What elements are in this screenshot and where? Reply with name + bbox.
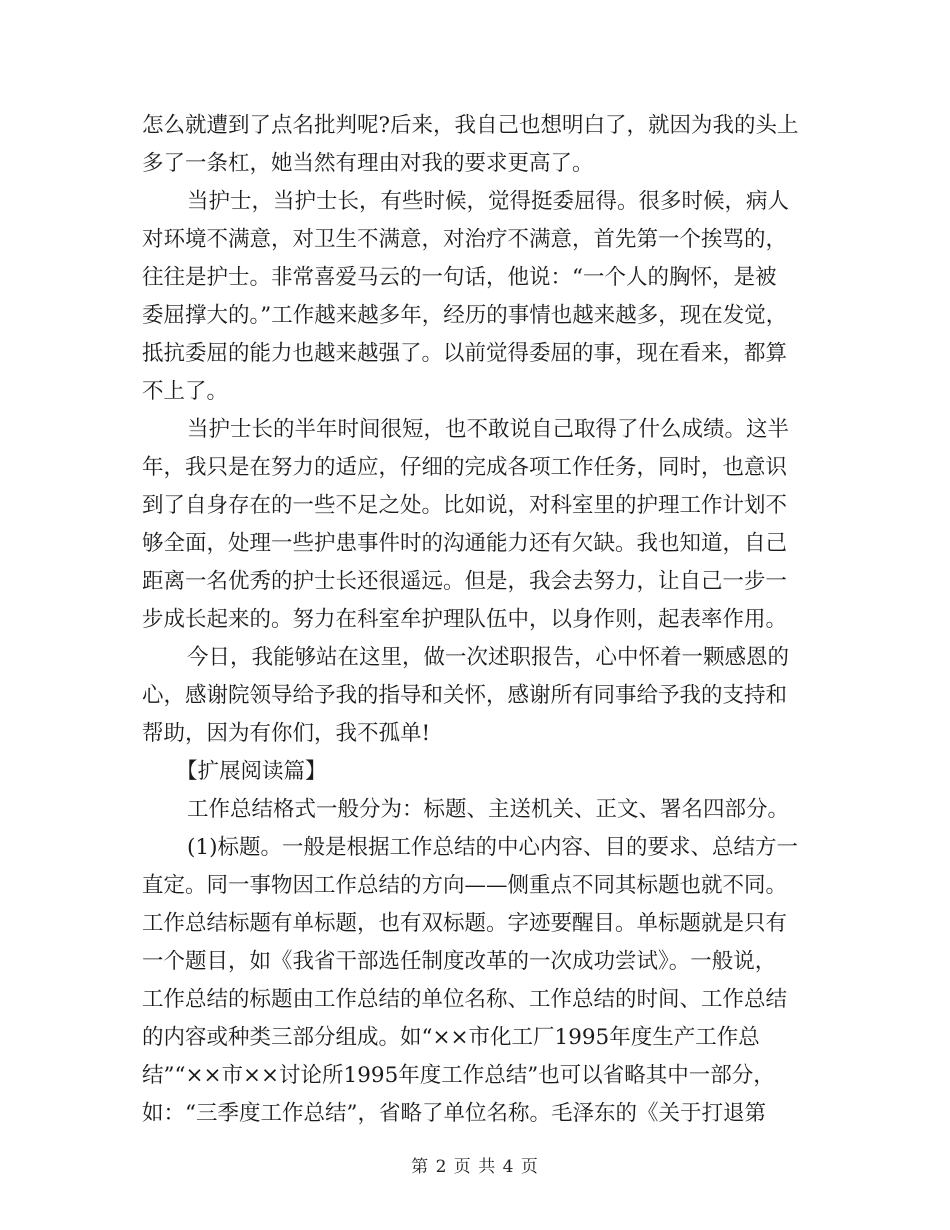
section-heading: 【扩展阅读篇】 <box>176 759 327 784</box>
text-line: 抵抗委屈的能力也越来越强了。以前觉得委屈的事，现在看来，都算 <box>142 341 788 366</box>
text-line: 年，我只是在努力的适应，仔细的完成各项工作任务，同时，也意识 <box>142 455 788 480</box>
text-line: 多了一条杠，她当然有理由对我的要求更高了。 <box>142 151 594 176</box>
text-line: 到了自身存在的一些不足之处。比如说，对科室里的护理工作计划不 <box>142 493 788 518</box>
text-line: (1)标题。一般是根据工作总结的中心内容、目的要求、总结方一 <box>187 835 798 860</box>
text-line: 委屈撑大的。”工作越来越多年，经历的事情也越来越多，现在发觉， <box>142 303 788 328</box>
text-line: 够全面，处理一些护患事件时的沟通能力还有欠缺。我也知道，自己 <box>142 531 788 556</box>
text-line: 对环境不满意，对卫生不满意，对治疗不满意，首先第一个挨骂的， <box>142 227 788 252</box>
text-line: 一个题目，如《我省干部选任制度改革的一次成功尝试》。一般说， <box>142 949 777 974</box>
text-line: 结”“××市××讨论所1995年度工作总结”也可以省略其中一部分， <box>142 1063 775 1088</box>
text-line: 工作总结的标题由工作总结的单位名称、工作总结的时间、工作总结 <box>142 987 788 1012</box>
text-line: 心，感谢院领导给予我的指导和关怀，感谢所有同事给予我的支持和 <box>142 683 788 708</box>
text-line: 如：“三季度工作总结”，省略了单位名称。毛泽东的《关于打退第 <box>142 1101 766 1126</box>
text-line: 的内容或种类三部分组成。如“××市化工厂1995年度生产工作总 <box>142 1025 760 1050</box>
text-line: 不上了。 <box>142 379 229 404</box>
text-line: 当护士，当护士长，有些时候，觉得挺委屈得。很多时候，病人 <box>187 189 790 214</box>
text-line: 往往是护士。非常喜爱马云的一句话，他说：“一个人的胸怀，是被 <box>142 265 777 290</box>
text-line: 怎么就遭到了点名批判呢?后来，我自己也想明白了，就因为我的头上 <box>142 113 799 138</box>
text-line: 帮助，因为有你们，我不孤单! <box>142 721 431 746</box>
text-line: 工作总结标题有单标题，也有双标题。字迹要醒目。单标题就是只有 <box>142 911 788 936</box>
text-line: 距离一名优秀的护士长还很遥远。但是，我会去努力，让自己一步一 <box>142 569 788 594</box>
text-line: 直定。同一事物因工作总结的方向——侧重点不同其标题也就不同。 <box>142 873 788 898</box>
text-line: 今日，我能够站在这里，做一次述职报告，心中怀着一颗感恩的 <box>187 645 790 670</box>
text-line: 步成长起来的。努力在科室牟护理队伍中，以身作则，起表率作用。 <box>142 607 788 632</box>
text-line: 当护士长的半年时间很短，也不敢说自己取得了什么成绩。这半 <box>187 417 790 442</box>
text-line: 工作总结格式一般分为：标题、主送机关、正文、署名四部分。 <box>187 797 790 822</box>
page-number: 第 2 页 共 4 页 <box>411 1157 539 1177</box>
